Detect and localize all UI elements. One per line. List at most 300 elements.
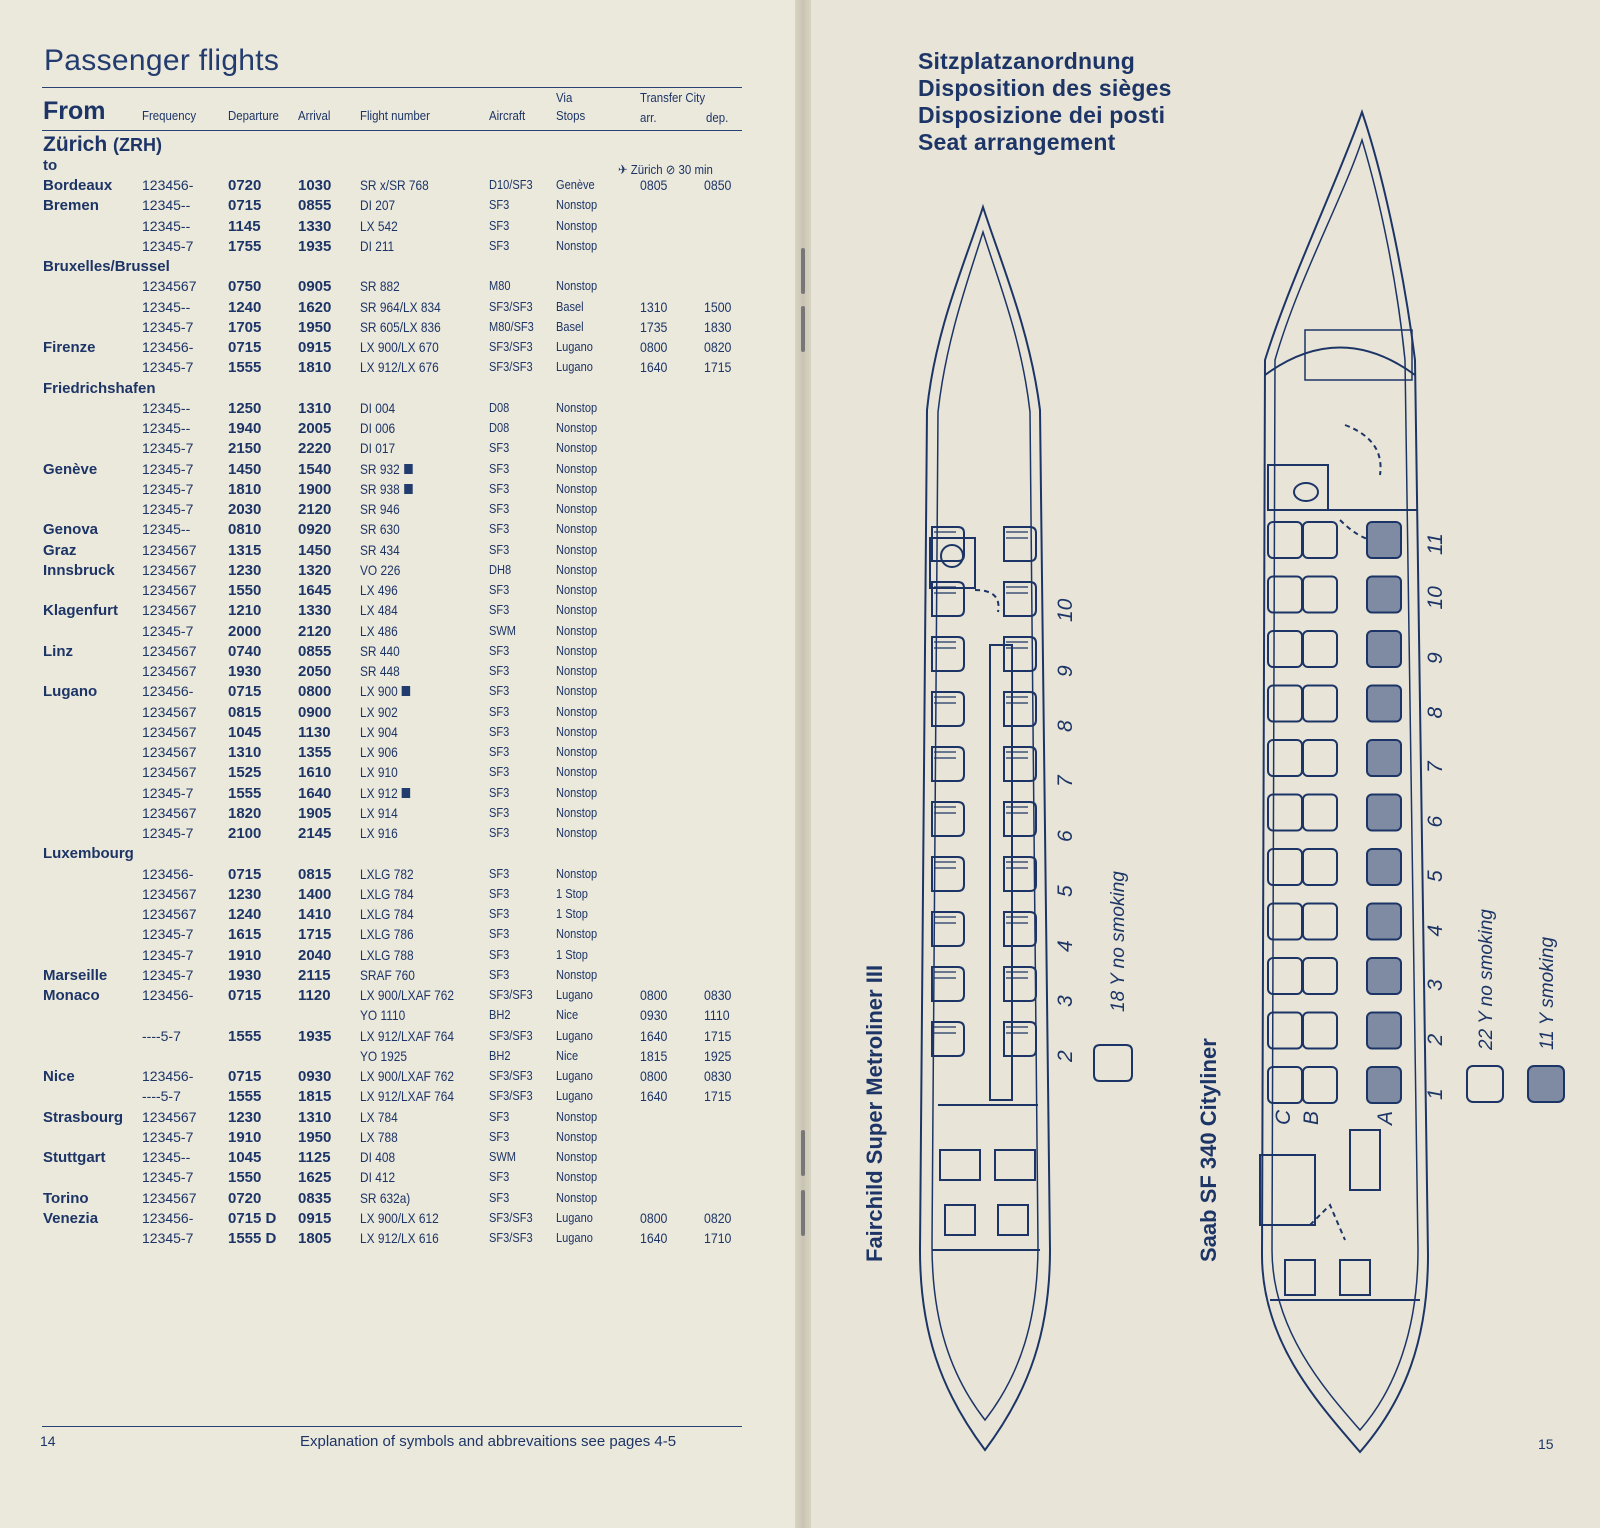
frequency-cell-text: 12345-7: [142, 480, 194, 497]
destination-city-text: Linz: [43, 642, 73, 660]
transfer-dep-cell-text: 0830: [704, 1068, 732, 1084]
via-stops-cell-text: Nonstop: [556, 582, 598, 597]
arrival-cell-text: 0815: [298, 865, 332, 883]
via-stops-cell-text: Nonstop: [556, 1128, 598, 1144]
frequency-cell-text: 123456-: [142, 339, 194, 355]
transfer-arr-cell-text: 0805: [640, 177, 668, 193]
frequency-cell-text: 12345-7: [142, 926, 194, 943]
plane2-seat-c: [1303, 958, 1337, 994]
city-heading: Bruxelles/Brussel: [43, 258, 170, 275]
flight-number-cell-text: LX 496: [360, 582, 398, 598]
arrival-cell-text: 1450: [298, 541, 332, 559]
flight-number-cell-text: LX 900/LX 612: [360, 1209, 439, 1226]
plane2-column-letter: C: [1272, 1109, 1295, 1125]
flight-number-cell-text: SR 938: [360, 480, 400, 497]
aircraft-cell-text: SF3/SF3: [489, 987, 533, 1002]
flight-number-cell-text: SR 964/LX 834: [360, 298, 441, 315]
departure-cell-text: 0715: [228, 1068, 262, 1085]
transfer-dep-cell-text: 1715: [704, 359, 732, 376]
via-stops-cell-text: Nonstop: [556, 420, 598, 435]
plane2-seat-c: [1303, 1013, 1337, 1049]
via-stops-cell-text: Lugano: [556, 339, 593, 354]
arrival-cell-text: 0930: [298, 1068, 332, 1085]
plane2-seat-c: [1303, 904, 1337, 940]
heading-it: Disposizione dei posti: [918, 102, 1166, 128]
plane1-seat-left-detail: [934, 972, 956, 978]
plane1-fuselage: [920, 207, 1050, 1450]
aircraft-cell-text: BH2: [489, 1007, 511, 1023]
flight-number-cell-text: LX 912: [360, 784, 398, 801]
plane2-row-number: 5: [1424, 870, 1447, 882]
plane2-column-letter: B: [1300, 1110, 1323, 1125]
arrival-cell-text: 2220: [298, 440, 332, 458]
flight-number-cell-text: LX 906: [360, 744, 398, 760]
frequency-cell-text: 12345-7: [142, 622, 194, 639]
plane2-toilet-bowl: [1294, 483, 1318, 501]
plane2-seat-crew-right: [1340, 1260, 1370, 1295]
arrival-cell-text: 1330: [298, 602, 332, 620]
departure-cell-text: 1310: [228, 744, 262, 761]
plane2-seat-c: [1303, 849, 1337, 885]
frequency-cell-text: 12345-7: [142, 237, 194, 254]
arrival-cell-text: 1310: [298, 1108, 332, 1126]
transfer-arr-cell-text: 0800: [640, 1068, 668, 1084]
frequency-cell-text: 12345-7: [142, 318, 194, 335]
header-transfer-arr: arr.: [640, 110, 657, 125]
flight-number-cell-text: YO 1110: [360, 1007, 406, 1024]
plane1-aisle-panel: [990, 645, 1012, 1100]
heading-de: Sitzplatzanordnung: [918, 48, 1135, 74]
flight-number-cell-text: LXLG 784: [360, 906, 414, 922]
header-transfer-dep: dep.: [706, 110, 729, 125]
via-stops-cell-text: Nonstop: [556, 237, 598, 253]
via-stops-cell-text: Nonstop: [556, 865, 598, 881]
via-stops-cell-text: Nonstop: [556, 703, 598, 719]
flight-number-cell-text: LX 900/LXAF 762: [360, 1068, 454, 1084]
city-heading: Friedrichshafen: [43, 379, 156, 397]
arrival-cell-text: 0915: [298, 1209, 332, 1227]
departure-cell-text: 0720: [228, 177, 262, 194]
flight-number-cell-text: LX 900/LXAF 762: [360, 987, 454, 1003]
flight-number-cell-text: DI 017: [360, 440, 396, 457]
via-stops-cell-text: Nice: [556, 1007, 579, 1023]
aircraft-cell-text: SF3: [489, 865, 510, 881]
header-arrival: Arrival: [298, 108, 331, 123]
frequency-cell-text: 12345--: [142, 197, 191, 214]
plane2-bulkhead: [1305, 330, 1412, 380]
frequency-cell-text: 1234567: [142, 1189, 197, 1206]
transfer-arr-cell-text: 0800: [640, 1209, 668, 1226]
flight-number-cell-text: LXLG 782: [360, 865, 414, 882]
aircraft-cell-text: M80/SF3: [489, 318, 534, 334]
frequency-cell-text: 1234567: [142, 278, 197, 295]
plane2-seat-a: [1367, 740, 1401, 776]
via-stops-cell-text: Nonstop: [556, 521, 598, 537]
via-stops-cell-text: Nonstop: [556, 561, 598, 577]
via-stops-cell-text: Nonstop: [556, 440, 598, 456]
aircraft-cell-text: SF3: [489, 1108, 510, 1124]
departure-cell-text: 1230: [228, 561, 262, 579]
frequency-cell-text: 1234567: [142, 582, 197, 598]
via-stops-cell-text: Nonstop: [556, 1189, 598, 1205]
arrival-cell-text: 1310: [298, 399, 332, 417]
arrival-cell-text: 1125: [298, 1149, 331, 1166]
page-title: Passenger flights: [44, 44, 280, 77]
aircraft-cell-text: SF3: [489, 744, 510, 759]
aircraft-cell-text: SF3/SF3: [489, 1230, 533, 1245]
plane2-row-number: 4: [1424, 924, 1447, 937]
via-stops-cell-text: Nonstop: [556, 784, 598, 800]
destination-city-text: Marseille: [43, 966, 108, 984]
via-stops-cell-text: 1 Stop: [556, 906, 588, 921]
via-stops-cell-text: Nonstop: [556, 460, 598, 476]
destination-city-text: Lugano: [43, 683, 98, 701]
flight-number-cell-text: LX 912/LXAF 764: [360, 1088, 454, 1105]
aircraft-cell-text: SF3: [489, 197, 510, 213]
frequency-cell-text: 12345--: [142, 298, 191, 315]
arrival-cell-text: 1805: [298, 1230, 332, 1247]
aircraft-cell-text: SWM: [489, 622, 517, 638]
plane2-seat-a: [1367, 522, 1401, 558]
flight-number-cell-text: SR 448: [360, 663, 400, 679]
aircraft-cell-text: SF3: [489, 541, 510, 557]
via-stops-cell-text: Nonstop: [556, 642, 598, 658]
plane2-seat-c: [1303, 740, 1337, 776]
plane2-row-number: 8: [1424, 706, 1447, 719]
frequency-cell-text: 1234567: [142, 764, 197, 781]
departure-cell-text: 1820: [228, 804, 262, 822]
via-stops-cell-text: Nonstop: [556, 926, 598, 942]
frequency-cell-text: 123456-: [142, 1209, 194, 1226]
via-stops-cell-text: Nice: [556, 1047, 579, 1063]
plane2-seat-a: [1367, 849, 1401, 885]
departure-cell-text: 1550: [228, 1169, 262, 1187]
plane1-galley-right: [995, 1150, 1035, 1180]
flight-number-cell-text: LX 916: [360, 825, 398, 841]
frequency-cell-text: 1234567: [142, 642, 197, 659]
plane1-seat-right-detail: [1006, 972, 1028, 978]
plane2-seat-c: [1303, 686, 1337, 722]
plane2-seat-c: [1303, 522, 1337, 558]
departure-cell-text: 1555: [228, 1027, 262, 1045]
via-stops-cell-text: 1 Stop: [556, 946, 588, 962]
heading-fr: Disposition des sièges: [918, 75, 1172, 101]
departure-cell-text: 1555 D: [228, 1230, 277, 1247]
departure-cell-text: 1930: [228, 966, 262, 984]
plane2-row-number: 11: [1424, 533, 1447, 555]
transfer-arr-cell-text: 0930: [640, 1007, 668, 1024]
frequency-cell-text: 12345-7: [142, 784, 194, 801]
frequency-cell-text: 1234567: [142, 663, 197, 679]
plane2-row-number: 6: [1424, 815, 1447, 828]
transfer-dep-cell-text: 1110: [704, 1007, 730, 1024]
transfer-note-time: 30 min: [678, 162, 713, 177]
plane2-seat-a: [1367, 795, 1401, 831]
transfer-dep-cell-text: 1715: [704, 1088, 732, 1105]
arrival-cell-text: 2005: [298, 420, 332, 437]
departure-cell-text: 1230: [228, 885, 262, 903]
departure-cell-text: 1045: [228, 1149, 262, 1166]
frequency-cell-text: 12345-7: [142, 359, 194, 376]
header-departure: Departure: [228, 108, 279, 123]
arrival-cell-text: 1810: [298, 359, 332, 377]
frequency-cell-text: 12345-7: [142, 1169, 194, 1186]
arrival-cell-text: 0800: [298, 683, 332, 701]
departure-cell-text: 0715: [228, 339, 262, 356]
flight-number-cell-text: DI 207: [360, 197, 396, 214]
frequency-cell-text: 1234567: [142, 885, 197, 902]
plane2-legend-nonsmoking-icon: [1467, 1066, 1503, 1102]
plane1-seat-crew-left: [945, 1205, 975, 1235]
departure-cell-text: 1210: [228, 602, 262, 620]
plane2-seat-a: [1367, 1013, 1401, 1049]
flight-number-cell-text: SRAF 760: [360, 966, 415, 983]
transfer-dep-cell-text: 0820: [704, 339, 732, 355]
aircraft-cell-text: SF3: [489, 683, 510, 699]
frequency-cell-text: 12345-7: [142, 501, 194, 517]
via-stops-cell-text: Nonstop: [556, 825, 598, 840]
frequency-cell-text: 123456-: [142, 987, 194, 1003]
aircraft-cell-text: SF3: [489, 602, 510, 618]
plane1-seat-left-detail: [934, 752, 956, 758]
departure-cell-text: 2030: [228, 501, 262, 518]
plane2-row-number: 10: [1424, 586, 1447, 610]
arrival-cell-text: 1400: [298, 885, 332, 903]
transfer-dep-cell-text: 1925: [704, 1047, 732, 1064]
plane1-legend-seat-icon: [1094, 1045, 1132, 1081]
plane1-row-number: 7: [1054, 775, 1077, 787]
aircraft-cell-text: SF3: [489, 906, 510, 921]
destination-city-text: Stuttgart: [43, 1149, 106, 1166]
header-stops: Stops: [556, 108, 586, 123]
aircraft-cell-text: SWM: [489, 1149, 517, 1164]
plane1-seat-right-detail: [1006, 1027, 1028, 1033]
flight-number-cell-text: LX 900: [360, 683, 398, 700]
plane2-seat-b: [1268, 631, 1302, 667]
arrival-cell-text: 1935: [298, 237, 332, 255]
frequency-cell-text: 1234567: [142, 744, 197, 760]
arrival-cell-text: 1950: [298, 1128, 332, 1146]
aircraft-cell-text: BH2: [489, 1047, 511, 1063]
plane2-row-number: 1: [1424, 1088, 1447, 1100]
frequency-cell-text: 12345-7: [142, 440, 194, 457]
flight-number-cell-text: LX 788: [360, 1128, 398, 1145]
arrival-cell-text: 1935: [298, 1027, 332, 1045]
plane1-seat-left-detail: [934, 862, 956, 868]
aircraft-cell-text: SF3: [489, 217, 510, 233]
frequency-cell-text: 123456-: [142, 1068, 194, 1084]
frequency-cell-text: 12345--: [142, 420, 191, 436]
flight-number-cell-text: LX 484: [360, 602, 398, 619]
plane1-row-number: 5: [1054, 885, 1077, 897]
departure-cell-text: 0720: [228, 1189, 262, 1207]
via-stops-cell-text: Nonstop: [556, 1149, 598, 1164]
destination-city-text: Genève: [43, 460, 98, 478]
flight-number-cell-text: DI 211: [360, 237, 395, 254]
destination-city-text: Bordeaux: [43, 177, 113, 194]
via-stops-cell-text: Lugano: [556, 1230, 593, 1245]
aircraft-cell-text: SF3/SF3: [489, 298, 533, 314]
flight-number-cell-text: LX 910: [360, 764, 398, 781]
arrival-cell-text: 1950: [298, 318, 332, 336]
flight-number-cell-text: LX 912/LXAF 764: [360, 1027, 454, 1044]
frequency-cell-text: 1234567: [142, 1108, 197, 1125]
arrival-cell-text: 1620: [298, 298, 332, 316]
departure-cell-text: 0715: [228, 987, 262, 1004]
departure-cell-text: 1555: [228, 784, 262, 802]
arrival-cell-text: 1645: [298, 582, 332, 599]
arrival-cell-text: 1900: [298, 480, 332, 498]
departure-cell-text: 1755: [228, 237, 262, 255]
transfer-arr-cell-text: 1815: [640, 1047, 668, 1064]
aircraft-cell-text: SF3: [489, 946, 510, 962]
flight-number-cell-text: LX 912/LX 676: [360, 359, 439, 376]
flight-number-cell-text: LXLG 786: [360, 926, 414, 943]
departure-cell-text: 0810: [228, 521, 262, 539]
aircraft-cell-text: SF3: [489, 1169, 510, 1185]
departure-cell-text: 1615: [228, 926, 262, 944]
frequency-cell-text: ----5-7: [142, 1088, 181, 1105]
plane1-row-number: 6: [1054, 830, 1077, 842]
plane1-row-number: 9: [1054, 665, 1077, 677]
destination-city-text: Graz: [43, 541, 77, 559]
via-stops-cell-text: Basel: [556, 298, 584, 314]
plane2-nose-line: [1265, 348, 1415, 376]
plane1-seat-right-detail: [1006, 917, 1028, 923]
arrival-cell-text: 1815: [298, 1088, 332, 1106]
departure-cell-text: 1240: [228, 906, 262, 923]
flight-number-cell-text: YO 1925: [360, 1047, 407, 1064]
departure-cell-text: 1555: [228, 1088, 262, 1106]
flight-number-cell-text: VO 226: [360, 561, 401, 578]
departure-cell-text: 1230: [228, 1108, 262, 1126]
header-transfer-city: Transfer City: [640, 90, 706, 105]
aircraft-cell-text: SF3: [489, 825, 510, 840]
frequency-cell-text: 1234567: [142, 906, 197, 922]
plane2-row-number: 9: [1424, 652, 1447, 664]
flight-number-cell-text: SR 946: [360, 501, 400, 517]
plane1-seat-left-detail: [934, 697, 956, 703]
via-stops-cell-text: Nonstop: [556, 1108, 598, 1124]
frequency-cell-text: 123456-: [142, 683, 194, 700]
destination-city-text: Monaco: [43, 987, 100, 1004]
via-stops-cell-text: Nonstop: [556, 399, 598, 415]
origin-name: Zürich: [43, 133, 108, 156]
plane1-seat-crew-right: [998, 1205, 1028, 1235]
plane1-seat-left-detail: [934, 642, 956, 648]
transfer-arr-cell-text: 1640: [640, 1230, 668, 1246]
via-stops-cell-text: Lugano: [556, 1068, 593, 1083]
transfer-arr-cell-text: 1735: [640, 318, 668, 335]
aircraft-cell-text: SF3/SF3: [489, 1088, 533, 1104]
frequency-cell-text: 12345-7: [142, 1230, 194, 1246]
plane2-fuselage: [1262, 112, 1428, 1452]
arrival-cell-text: 0920: [298, 521, 332, 539]
flight-number-cell-text: DI 408: [360, 1149, 396, 1165]
aircraft-cell-text: SF3: [489, 1128, 510, 1144]
flight-number-cell-text: LX 904: [360, 723, 398, 740]
frequency-cell-text: 1234567: [142, 703, 197, 720]
aircraft-cell-text: D10/SF3: [489, 177, 533, 192]
aircraft-cell-text: SF3: [489, 480, 510, 496]
flight-number-cell-text: LX 542: [360, 217, 398, 234]
plane1-row-number: 10: [1054, 598, 1077, 622]
arrival-cell-text: 1610: [298, 764, 332, 782]
aircraft-cell-text: DH8: [489, 561, 512, 577]
flight-number-cell-text: SR 440: [360, 642, 400, 659]
plane2-closet: [1350, 1130, 1380, 1190]
plane2-seat-b: [1268, 577, 1302, 613]
via-stops-cell-text: Nonstop: [556, 764, 598, 780]
frequency-cell-text: ----5-7: [142, 1027, 181, 1044]
arrival-cell-text: 1330: [298, 217, 332, 235]
plane2-name: Saab SF 340 Cityliner: [1196, 1038, 1221, 1262]
transfer-dep-cell-text: 0830: [704, 987, 732, 1003]
aircraft-cell-text: SF3: [489, 237, 510, 253]
aircraft-cell-text: SF3: [489, 885, 510, 901]
via-stops-cell-text: Nonstop: [556, 1169, 598, 1185]
frequency-cell-text: 12345-7: [142, 966, 194, 983]
transfer-note-city: Zürich: [630, 162, 663, 177]
heading-en: Seat arrangement: [918, 129, 1116, 155]
via-stops-cell-text: Nonstop: [556, 622, 598, 638]
via-stops-cell-text: Nonstop: [556, 804, 598, 820]
via-stops-cell-text: Nonstop: [556, 501, 598, 516]
aircraft-cell-text: M80: [489, 278, 511, 294]
departure-cell-text: 1940: [228, 420, 262, 437]
aircraft-cell-text: SF3: [489, 764, 510, 780]
departure-cell-text: 0715: [228, 197, 262, 215]
aircraft-cell-text: SF3: [489, 966, 510, 982]
via-stops-cell-text: Nonstop: [556, 541, 598, 557]
aircraft-cell-text: SF3: [489, 804, 510, 820]
plane2-seat-b: [1268, 522, 1302, 558]
plane2-seat-c: [1303, 631, 1337, 667]
aircraft-cell-text: SF3/SF3: [489, 359, 533, 375]
destination-city-text: Genova: [43, 521, 99, 539]
via-stops-cell-text: Lugano: [556, 1088, 593, 1104]
flight-number-cell-text: LX 902: [360, 703, 398, 720]
transfer-arr-cell-text: 0800: [640, 987, 668, 1003]
plane1-legend-text: 18 Y no smoking: [1108, 871, 1129, 1012]
flight-number-cell-text: SR 882: [360, 278, 400, 295]
plane2-column-letter: A: [1374, 1110, 1397, 1125]
frequency-cell-text: 12345--: [142, 1149, 191, 1165]
via-stops-cell-text: Basel: [556, 318, 584, 334]
frequency-cell-text: 1234567: [142, 561, 197, 578]
page-number-right: 15: [1538, 1436, 1554, 1452]
arrival-cell-text: 2050: [298, 663, 332, 680]
page-number-left: 14: [40, 1433, 56, 1449]
via-stops-cell-text: Nonstop: [556, 663, 598, 678]
plane2-seat-a: [1367, 631, 1401, 667]
aircraft-cell-text: SF3: [489, 926, 510, 942]
plane1-seat-right-detail: [1006, 807, 1028, 813]
plane1-row-number: 8: [1054, 720, 1077, 732]
city-heading: Luxembourg: [43, 845, 134, 863]
arrival-cell-text: 0855: [298, 197, 332, 215]
plane2-toilet: [1268, 465, 1328, 510]
plane1-seat-right-detail: [1006, 532, 1028, 538]
via-stops-cell-text: Nonstop: [556, 197, 598, 213]
arrival-cell-text: 1640: [298, 784, 332, 802]
plane2-row-number: 3: [1424, 979, 1447, 991]
plane2-galley: [1260, 1155, 1315, 1225]
departure-cell-text: 1250: [228, 399, 262, 417]
plane1-toilet-bowl: [941, 545, 963, 567]
destination-city-text: Strasbourg: [43, 1108, 124, 1126]
via-stops-cell-text: Nonstop: [556, 744, 598, 759]
